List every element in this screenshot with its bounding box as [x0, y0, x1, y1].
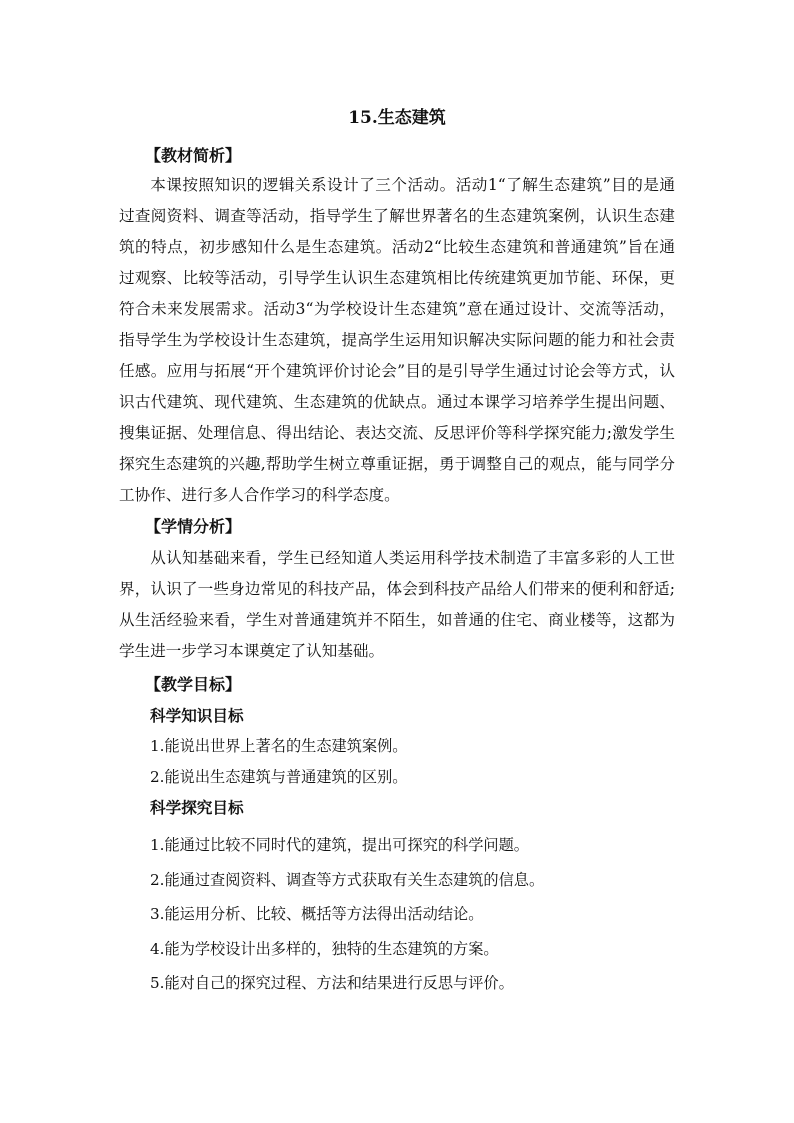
list-item: 5.能对自己的探究过程、方法和结果进行反思与评价。 — [150, 974, 514, 992]
list-item: 1.能说出世界上著名的生态建筑案例。 — [150, 737, 408, 755]
section-paragraph-student-analysis: 从认知基础来看，学生已经知道人类运用科学技术制造了丰富多彩的人工世界，认识了一些身边常见的科技产品，体会到科技产品给人们带来的便利和舒适;从生活经验来看，学生对普通建筑并不陌生，如普通的住宅、商业楼等，这都为学生进一步学习本课奠定了认知基础。 — [119, 549, 675, 660]
list-item: 3.能运用分析、比较、概括等方法得出活动结论。 — [150, 905, 484, 923]
list-item: 2.能通过查阅资料、调查等方式获取有关生态建筑的信息。 — [150, 871, 545, 889]
section-heading-textbook-analysis: 【教材简析】 — [145, 146, 242, 165]
subheading-inquiry-goals: 科学探究目标 — [150, 798, 244, 817]
document-title: 15.生态建筑 — [348, 108, 446, 128]
subheading-knowledge-goals: 科学知识目标 — [150, 706, 244, 725]
section-heading-student-analysis: 【学情分析】 — [145, 517, 242, 536]
list-item: 1.能通过比较不同时代的建筑，提出可探究的科学问题。 — [150, 836, 529, 854]
list-item: 2.能说出生态建筑与普通建筑的区别。 — [150, 768, 408, 786]
section-paragraph-textbook-analysis: 本课按照知识的逻辑关系设计了三个活动。活动1“了解生态建筑”目的是通过查阅资料、调查等活动，指导学生了解世界著名的生态建筑案例，认识生态建筑的特点，初步感知什么是生态建筑。活动2“比较生态建筑和普通建筑”旨在通过观察、比较等活动，引导学生认识生态建筑相比传统建筑更加节能、环保，更符合未来发展需求。活动3“为学校设计生态建筑”意在通过设计、交流等活动，指导学生为学校设计生态建筑，提高学生运用知识解决实际问题的能力和社会责任感。应用与拓展“开个建筑评价讨论会”目的是引导学生通过讨论会等方式，认识古代建筑、现代建筑、生态建筑的优缺点。通过本课学习培养学生提出问题、搜集证据、处理信息、得出结论、表达交流、反思评价等科学探究能力;激发学生探究生态建筑的兴趣,帮助学生树立尊重证据，勇于调整自己的观点，能与同学分工协作、进行多人合作学习的科学态度。 — [119, 176, 675, 504]
list-item: 4.能为学校设计出多样的，独特的生态建筑的方案。 — [150, 940, 499, 958]
section-heading-teaching-goals: 【教学目标】 — [145, 675, 242, 694]
